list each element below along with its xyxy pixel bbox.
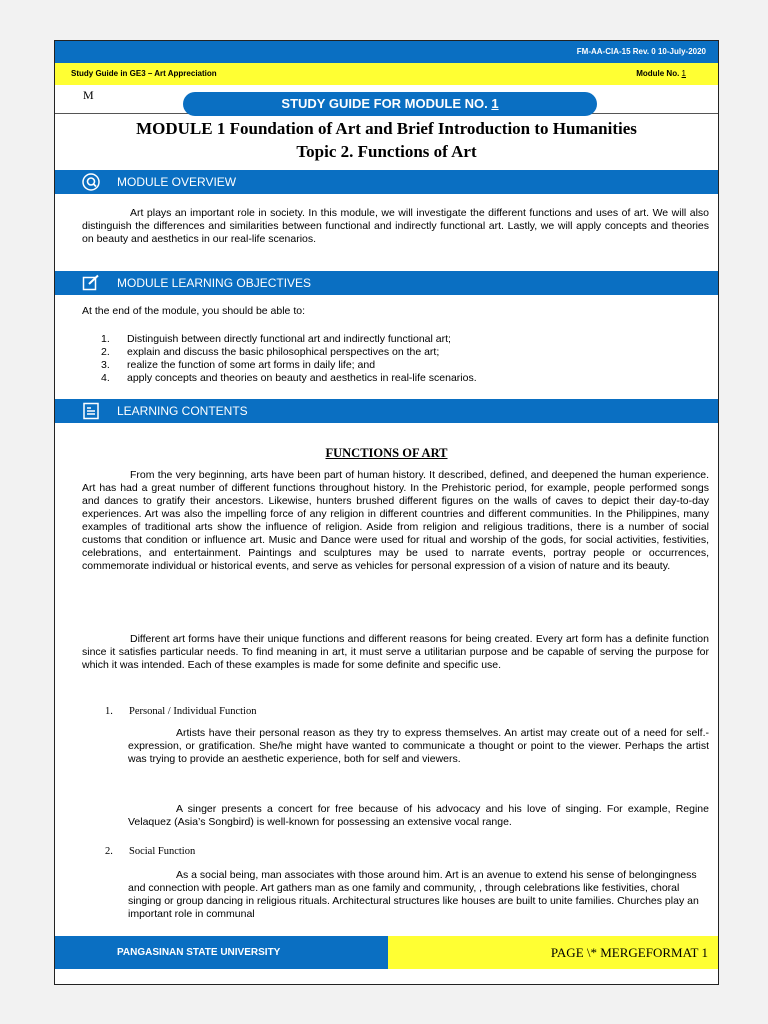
overview-header bbox=[55, 170, 718, 194]
page-title bbox=[55, 117, 718, 163]
overview-text: Art plays an important role in society. In this module, we will investigate the different functions and uses of art. We will also distinguish the differences and similarities between functional and indirectly functional art. Lastly, we will apply concepts and theories on beauty and aesthetics in our real-life scenarios. bbox=[82, 207, 709, 245]
form-code: FM-AA-CIA-15 Rev. 0 10-July-2020 bbox=[576, 47, 706, 56]
pencil-icon bbox=[82, 274, 100, 292]
module-title: MODULE 1 Foundation of Art and Brief Introduction to Humanities bbox=[136, 119, 637, 138]
overview-heading: MODULE OVERVIEW bbox=[117, 175, 237, 189]
personal-function-paragraph-2: A singer presents a concert for free because of his advocacy and his love of singing. For example, Regine Velaquez (Asia’s Songbird) is well-known for possessing an extensive vocal range. bbox=[128, 803, 709, 828]
study-guide-number: 1 bbox=[491, 96, 499, 111]
function-heading-personal: 1. Personal / Individual Function bbox=[105, 706, 257, 717]
contents-header bbox=[55, 399, 718, 423]
course-bar bbox=[55, 63, 718, 85]
contents-heading: LEARNING CONTENTS bbox=[117, 404, 248, 418]
footer-page bbox=[388, 936, 719, 969]
objective-item: 1. Distinguish between directly functional art and indirectly functional art; bbox=[101, 333, 451, 345]
course-title: Study Guide in GE3 – Art Appreciation bbox=[71, 69, 217, 78]
university-name: PANGASINAN STATE UNIVERSITY bbox=[117, 947, 281, 958]
document-icon bbox=[82, 402, 100, 420]
functions-of-art-heading: FUNCTIONS OF ART bbox=[325, 446, 448, 460]
contents-paragraph-1: From the very beginning, arts have been part of human history. It described, defined, and deepened the human experience. Art has had a great number of different functions throughout history. In the Prehistoric period, for example, people performed songs and dances to gratify their ancestors. Likewise, hunters brushed different figures on the walls of caves to depict their day-to-day experiences. Art was also the impelling force of any religion in different countries and different communities. In the Philippines, many examples of traditional arts show the influence of religion. Aside from religion and religious traditions, there is a number of social customs that condition or influence art. Music and Dance were used for ritual and worship of the gods, for social activities, festivities, celebrations, and entertainment. Paintings and sculptures may be used to narrate events, portray people or occurrences, commemorate individual or historical events, and serve as vehicles for personal expression of a vision of nature and its beauty. bbox=[82, 469, 709, 572]
objectives-heading: MODULE LEARNING OBJECTIVES bbox=[117, 276, 312, 290]
objectives-header bbox=[55, 271, 718, 295]
objective-item: 4. apply concepts and theories on beauty and aesthetics in real-life scenarios. bbox=[101, 372, 477, 384]
footer-university bbox=[55, 936, 388, 969]
objectives-intro: At the end of the module, you should be able to: bbox=[82, 305, 305, 317]
objective-item: 2. explain and discuss the basic philosophical perspectives on the art; bbox=[101, 346, 440, 358]
study-guide-label: STUDY GUIDE FOR MODULE NO. bbox=[281, 96, 488, 111]
contents-paragraph-2: Different art forms have their unique functions and different reasons for being created. Every art form has a definite function since it satisfies particular needs. To find meaning in art, it must serve a utilitarian purpose and be capable of serving the purpose for which it was intended. Each of these examples is made for some definite and specific use. bbox=[82, 633, 709, 671]
module-label: Module No. bbox=[636, 69, 680, 78]
personal-function-paragraph-1: Artists have their personal reason as they try to express themselves. An artist may create out of a need for self.-expression, or gratification. She/he might have wanted to communicate a thought or point to the viewer. Perhaps the artist was trying to provide an aesthetic experience, both for self and viewers. bbox=[128, 727, 709, 765]
topic-title: Topic 2. Functions of Art bbox=[296, 142, 477, 161]
form-code-bar bbox=[55, 41, 718, 63]
module-number-label bbox=[636, 63, 686, 85]
study-guide-banner bbox=[183, 92, 597, 116]
social-function-paragraph: As a social being, man associates with those around him. Art is an avenue to extend his sense of belongingness and connection with people. Art gathers man as one family and community, , through celebrations like festivities, choral singing or group dancing in religious rituals. Architectural structures like houses are built to unite families. Churches play an important role in communal bbox=[128, 869, 699, 920]
stray-letter: M bbox=[83, 88, 94, 102]
objective-item: 3. realize the function of some art forms in daily life; and bbox=[101, 359, 376, 371]
function-heading-social: 2. Social Function bbox=[105, 846, 196, 857]
module-number: 1 bbox=[681, 69, 686, 78]
document-page bbox=[54, 40, 719, 985]
magnifier-icon bbox=[82, 173, 100, 191]
page-field: PAGE \* MERGEFORMAT 1 bbox=[550, 945, 708, 960]
